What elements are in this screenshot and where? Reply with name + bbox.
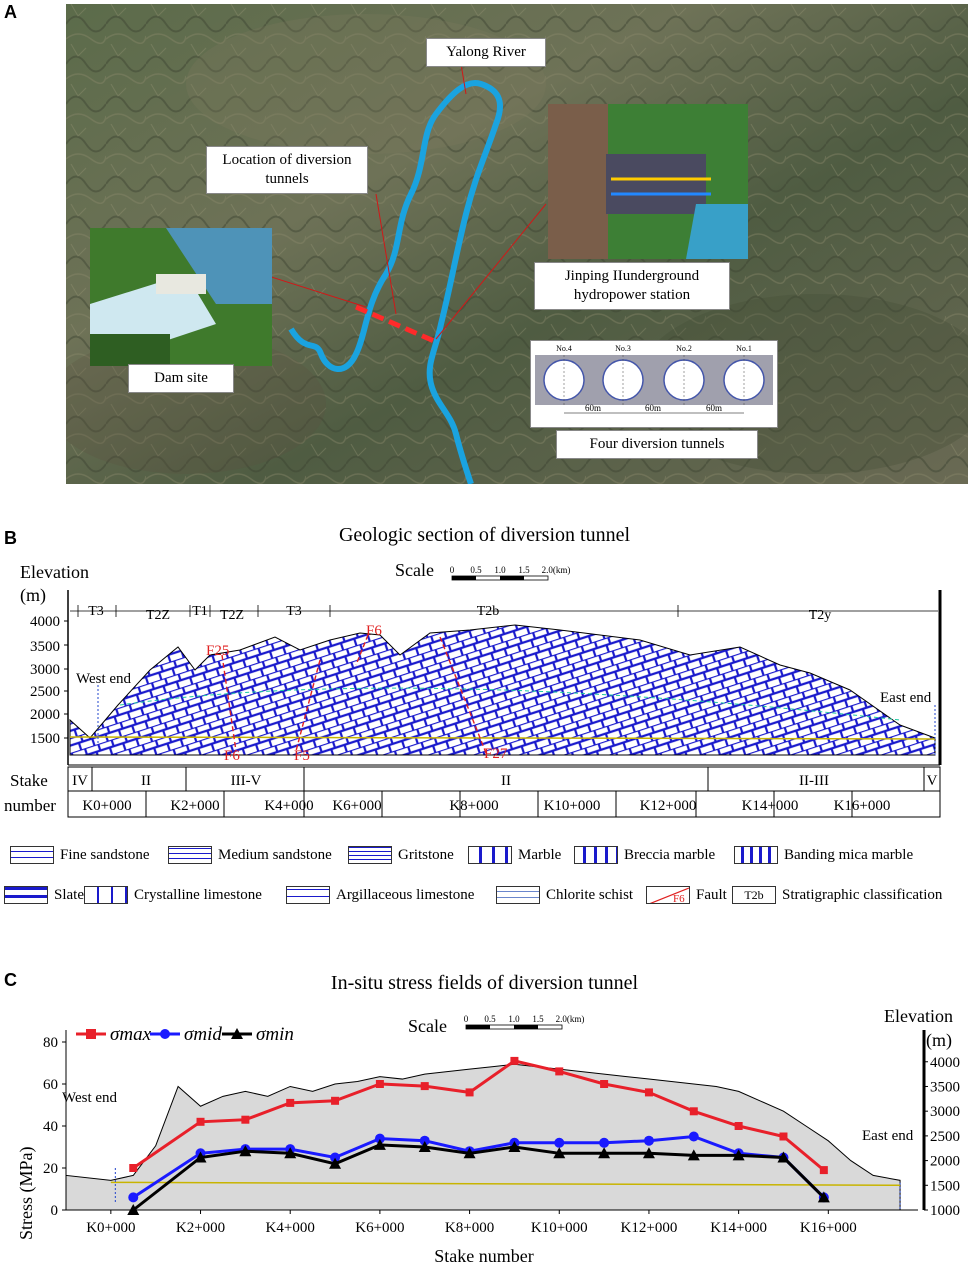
stake-b-k8: K8+000	[449, 798, 499, 814]
geologic-profile	[70, 625, 935, 755]
legend-stratigraphic	[732, 886, 942, 904]
y-tick-label-80: 80	[43, 1035, 58, 1051]
y2-tick-label-1500: 1500	[930, 1178, 960, 1195]
legend-label: Breccia marble	[624, 846, 716, 863]
fault-f5: F5	[294, 748, 310, 764]
legend-medium-sandstone	[168, 846, 332, 864]
class-iii-v: III-V	[230, 773, 262, 789]
x-tick-label-4: K4+000	[265, 1220, 315, 1236]
x-tick-label-10: K10+000	[530, 1220, 588, 1236]
legend-label: Stratigraphic classification	[782, 886, 943, 903]
strat-swatch: T2b	[732, 886, 776, 904]
fine-sandstone-swatch	[10, 846, 54, 864]
sigma-max-point	[690, 1107, 698, 1115]
elevation-unit: (m)	[20, 585, 46, 605]
x-tick-label-16: K16+000	[799, 1220, 857, 1236]
elev-3000: 3000	[30, 662, 60, 678]
stake-b-k14: K14+000	[741, 798, 799, 814]
sigma-max-point	[820, 1166, 828, 1174]
legend-label: Marble	[518, 846, 562, 863]
sigma-max-point	[600, 1080, 608, 1088]
fault-swatch	[646, 886, 690, 904]
sigma-max-point	[421, 1082, 429, 1090]
panel-a-letter: A	[4, 2, 17, 22]
legend-label: Banding mica marble	[784, 846, 914, 863]
west-end-c: West end	[62, 1090, 118, 1106]
stratum-t2z-b: T2Z	[219, 608, 245, 623]
legend-label: Gritstone	[398, 846, 454, 863]
sigma-mid-point	[128, 1192, 138, 1202]
sigma-max-point	[129, 1164, 137, 1172]
legend-label: Chlorite schist	[546, 886, 634, 903]
terrain-area	[66, 1064, 900, 1210]
sigma-max-point	[331, 1097, 339, 1105]
sigma-max-point	[735, 1122, 743, 1130]
class-v: V	[926, 773, 938, 789]
stratum-t3-a: T3	[88, 604, 104, 619]
x-tick-label-6: K6+000	[355, 1220, 405, 1236]
chlorite-schist-swatch	[496, 886, 540, 904]
x-tick-label-12: K12+000	[620, 1220, 678, 1236]
legend-marble	[468, 846, 561, 864]
tunnels-svg	[531, 341, 777, 427]
legend-label: Fine sandstone	[60, 846, 150, 863]
stratum-t3-b: T3	[286, 604, 302, 619]
elev-4000: 4000	[30, 614, 60, 630]
crystalline-limestone-swatch	[84, 886, 128, 904]
label-tunnels-location: Location of diversion tunnels	[206, 146, 368, 194]
legend-mid-marker	[160, 1029, 170, 1039]
scale-b-1: 0.5	[470, 565, 482, 575]
spacing-1: 60m	[584, 403, 602, 413]
fault-symbol: F6	[673, 893, 685, 905]
sigma-max-point	[645, 1088, 653, 1096]
stress-legend	[76, 1024, 294, 1045]
y-tick-label-40: 40	[43, 1119, 58, 1135]
elev-1500: 1500	[30, 731, 60, 747]
legend-label: Crystalline limestone	[134, 886, 262, 903]
legend-breccia-marble	[574, 846, 715, 864]
sigma-max-point	[197, 1118, 205, 1126]
scale-c-3: 1.5	[532, 1014, 544, 1024]
panel-b-title: Geologic section of diversion tunnel	[338, 524, 631, 546]
sigma-mid-point	[689, 1132, 699, 1142]
right-elev-unit: (m)	[926, 1030, 952, 1050]
stake-label-b2: number	[4, 796, 56, 815]
x-tick-label-14: K14+000	[710, 1220, 768, 1236]
label-four-tunnels: Four diversion tunnels	[556, 430, 758, 459]
legend-label: Fault	[696, 886, 727, 903]
satellite-map	[66, 4, 968, 484]
fault-f25: F25	[206, 643, 230, 659]
station-photo	[548, 104, 748, 259]
label-station: Jinping IIunderground hydropower station	[534, 262, 730, 310]
legend-crystalline-limestone	[84, 886, 262, 904]
dam-photo	[90, 228, 272, 366]
sigma-max-point	[286, 1099, 294, 1107]
y2-tick-label-3500: 3500	[930, 1079, 960, 1096]
legend-argillaceous-limestone	[286, 886, 474, 904]
legend-label: Slate	[54, 886, 84, 903]
breccia-marble-swatch	[574, 846, 618, 864]
sigma-max-point	[510, 1057, 518, 1065]
slate-swatch	[4, 886, 48, 904]
east-end-c: East end	[862, 1128, 914, 1144]
sigma-mid-point	[599, 1138, 609, 1148]
label-dam-site: Dam site	[128, 364, 234, 393]
scale-c-4: 2.0(km)	[555, 1014, 585, 1024]
sigma-max-point	[779, 1133, 787, 1141]
legend-slate	[4, 886, 84, 904]
tunnel-no4: No.4	[556, 344, 572, 353]
spacing-3: 60m	[705, 403, 723, 413]
stake-b-k6: K6+000	[332, 798, 382, 814]
spacing-2: 60m	[644, 403, 662, 413]
legend-label: Medium sandstone	[218, 846, 332, 863]
y2-tick-label-4000: 4000	[930, 1054, 960, 1071]
y2-tick-label-3000: 3000	[930, 1104, 960, 1121]
stake-b-k10: K10+000	[543, 798, 601, 814]
y-tick-label-60: 60	[43, 1077, 58, 1093]
geologic-section-svg	[0, 555, 969, 820]
sigma-max-point	[241, 1116, 249, 1124]
legend-banding-mica-marble	[734, 846, 913, 864]
stake-b-k16: K16+000	[833, 798, 891, 814]
panel-b-letter: B	[4, 528, 17, 548]
scale-bar-b	[450, 565, 571, 580]
stake-b-k4: K4+000	[264, 798, 314, 814]
y2-tick-label-2500: 2500	[930, 1128, 960, 1145]
sigma-mid-point	[554, 1138, 564, 1148]
y2-tick-label-2000: 2000	[930, 1153, 960, 1170]
marble-swatch	[468, 846, 512, 864]
fault-f27: F27	[484, 746, 508, 762]
fault-f6-top: F6	[366, 623, 382, 639]
stratum-t1: T1	[192, 604, 208, 619]
stake-label-b1: Stake	[10, 771, 48, 790]
east-end-b: East end	[880, 690, 932, 706]
x-tick-label-8: K8+000	[444, 1220, 495, 1236]
stake-b-k0: K0+000	[82, 798, 132, 814]
scale-c-1: 0.5	[484, 1014, 496, 1024]
stratum-t2z-a: T2Z	[145, 608, 171, 623]
panel-c-letter: C	[4, 970, 17, 990]
satellite-map-svg	[66, 4, 968, 484]
legend-chlorite-schist	[496, 886, 633, 904]
tunnel-no3: No.3	[615, 344, 631, 353]
label-yalong-river: Yalong River	[426, 38, 546, 67]
stake-b-k12: K12+000	[639, 798, 697, 814]
scale-label-c: Scale	[408, 1016, 447, 1036]
class-ii-a: II	[141, 773, 151, 789]
legend-gritstone	[348, 846, 454, 864]
sigma-max-point	[376, 1080, 384, 1088]
scale-label-b: Scale	[395, 560, 434, 580]
y-tick-label-0: 0	[50, 1203, 58, 1219]
panel-c-title: In-situ stress fields of diversion tunnel	[330, 972, 639, 994]
gritstone-swatch	[348, 846, 392, 864]
scale-b-2: 1.0	[494, 565, 506, 575]
west-end-b: West end	[76, 671, 132, 687]
stress-chart	[0, 1000, 969, 1265]
x-tick-label-2: K2+000	[175, 1220, 226, 1236]
legend-sigma-mid: σmid	[184, 1024, 222, 1045]
scale-c-0: 0	[463, 1014, 469, 1024]
legend-fault	[646, 886, 727, 904]
elevation-label: Elevation	[20, 562, 89, 582]
legend-fine-sandstone	[10, 846, 150, 864]
four-tunnels-diagram	[530, 340, 778, 428]
sigma-max-point	[555, 1067, 563, 1075]
stratum-t2y: T2y	[808, 608, 832, 623]
y-axis-title: Stress (MPa)	[16, 1146, 36, 1240]
argillaceous-limestone-swatch	[286, 886, 330, 904]
y-tick-label-20: 20	[43, 1161, 58, 1177]
scale-b-4: 2.0(km)	[541, 565, 571, 575]
class-iv: IV	[72, 773, 88, 789]
y2-tick-label-1000: 1000	[930, 1203, 960, 1219]
stake-b-k2: K2+000	[170, 798, 220, 814]
x-tick-label-0: K0+000	[86, 1220, 136, 1236]
stratum-t2b: T2b	[476, 604, 500, 619]
x-axis-title: Stake number	[434, 1246, 534, 1265]
banding-mica-marble-swatch	[734, 846, 778, 864]
tunnel-no2: No.2	[676, 344, 692, 353]
sigma-max-point	[466, 1088, 474, 1096]
legend-sigma-min: σmin	[256, 1024, 294, 1045]
scale-bar-c	[464, 1014, 585, 1029]
right-elev-label: Elevation	[884, 1006, 953, 1026]
legend-label: Argillaceous limestone	[336, 886, 475, 903]
tunnel-no1: No.1	[736, 344, 752, 353]
medium-sandstone-swatch	[168, 846, 212, 864]
class-ii-iii: II-III	[799, 773, 829, 789]
class-ii-b: II	[501, 773, 511, 789]
fault-f6-bottom: F6	[224, 748, 240, 764]
elev-3500: 3500	[30, 639, 60, 655]
sigma-mid-point	[644, 1136, 654, 1146]
legend-sigma-max: σmax	[110, 1024, 152, 1045]
elev-2500: 2500	[30, 684, 60, 700]
scale-c-2: 1.0	[508, 1014, 520, 1024]
legend-max-marker	[86, 1029, 96, 1039]
elev-2000: 2000	[30, 707, 60, 723]
scale-b-0: 0	[449, 565, 455, 575]
scale-b-3: 1.5	[518, 565, 530, 575]
